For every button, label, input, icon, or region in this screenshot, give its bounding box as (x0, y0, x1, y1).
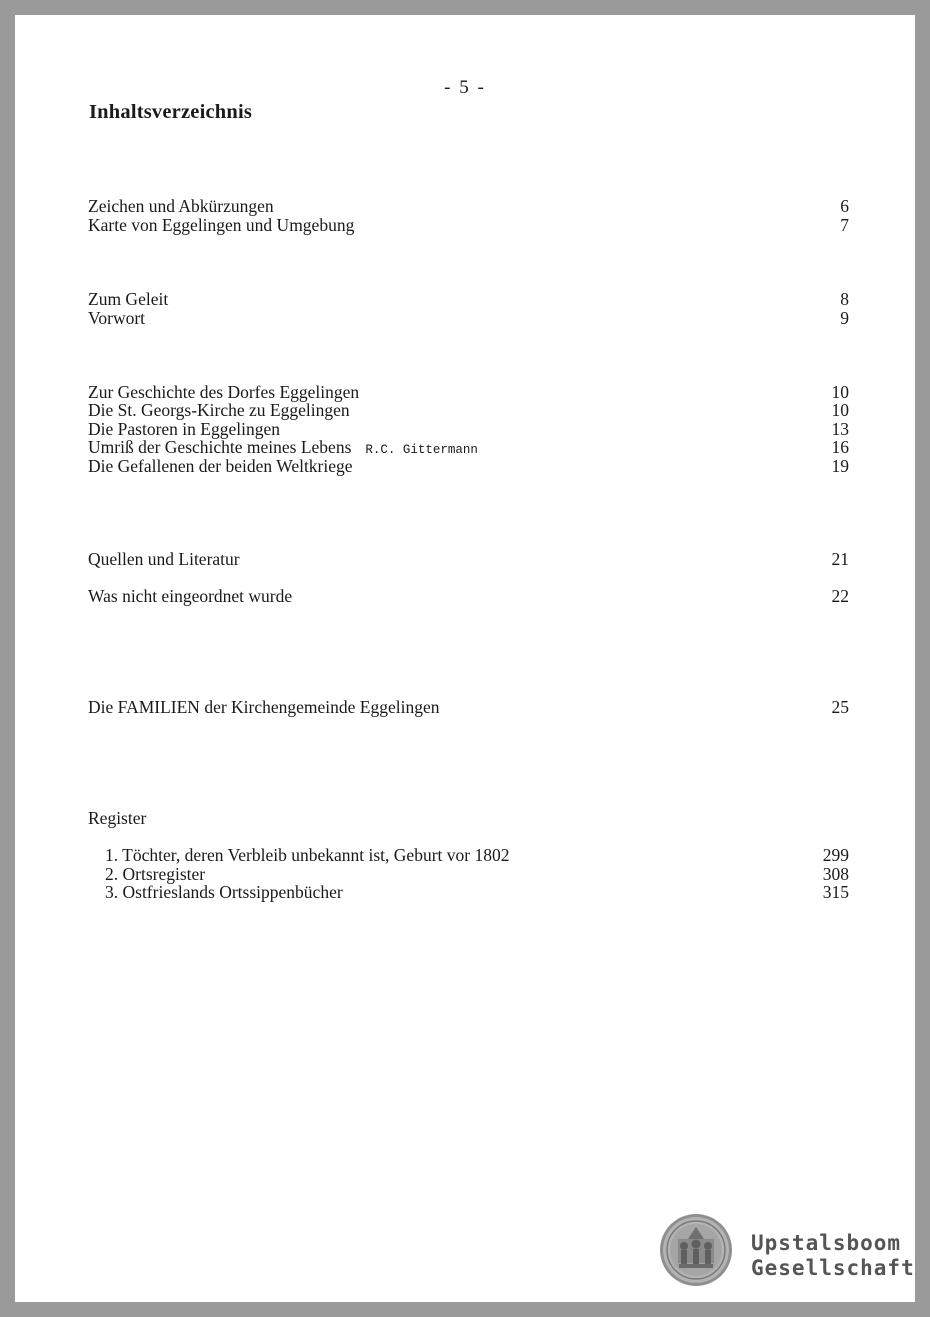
toc-entry (88, 309, 849, 328)
toc-entry-page: 8 (840, 289, 849, 309)
watermark-line1: Upstalsboom (751, 1231, 902, 1255)
toc-entry-page: 308 (822, 864, 849, 884)
toc-entry-page: 13 (831, 419, 849, 439)
toc-entry-title: 2. Ortsregister (105, 864, 206, 884)
toc-entry-title-text: Umriß der Geschichte meines Lebens (88, 437, 352, 457)
toc-entry-page: 9 (840, 308, 849, 328)
toc-entry-title: Zum Geleit (88, 289, 169, 309)
document-page (15, 15, 915, 1302)
toc-entry-title: Die Gefallenen der beiden Weltkriege (88, 456, 353, 476)
toc-entry-page: 19 (831, 456, 849, 476)
toc-entry-page: 10 (831, 382, 849, 402)
toc-entry-page: 10 (831, 400, 849, 420)
toc-entry (88, 550, 849, 569)
toc-entry-page: 16 (831, 437, 849, 457)
toc-entry (88, 216, 849, 235)
page-title: Inhaltsverzeichnis (89, 101, 253, 123)
toc-entry (88, 698, 849, 717)
toc-entry (88, 401, 849, 420)
toc-entry-page: 315 (822, 882, 849, 902)
register-heading (88, 809, 849, 828)
toc-entry-title: 3. Ostfrieslands Ortssippenbücher (105, 882, 343, 902)
watermark-text (751, 1231, 915, 1281)
toc-entry-title: Die St. Georgs-Kirche zu Eggelingen (88, 400, 350, 420)
register-label: Register (88, 808, 147, 828)
toc-entry-title: Die FAMILIEN der Kirchengemeinde Eggelingen (88, 697, 440, 717)
register-item (88, 846, 849, 865)
toc-entry (88, 197, 849, 216)
toc-entry-title: 1. Töchter, deren Verbleib unbekannt ist, Geburt vor 1802 (105, 845, 510, 865)
toc-entry-title: Zur Geschichte des Dorfes Eggelingen (88, 382, 360, 402)
toc-entry-page: 25 (831, 697, 849, 717)
toc-entry-page: 6 (840, 196, 849, 216)
toc-entry (88, 438, 849, 457)
toc-entry-page: 22 (831, 586, 849, 606)
register-item (88, 883, 849, 902)
toc-entry-title: Was nicht eingeordnet wurde (88, 586, 293, 606)
page-number: - 5 - (444, 77, 486, 98)
toc-entry-title: Vorwort (88, 308, 146, 328)
toc-entry-page: 21 (831, 549, 849, 569)
toc-entry-author: R.C. Gittermann (365, 443, 478, 457)
watermark-line2: Gesellschaft (751, 1256, 915, 1280)
toc-entry-title: Zeichen und Abkürzungen (88, 196, 274, 216)
toc-entry-title: Die Pastoren in Eggelingen (88, 419, 280, 439)
toc-entry-title: Karte von Eggelingen und Umgebung (88, 215, 355, 235)
toc-entry-page: 299 (822, 845, 849, 865)
toc-entry (88, 587, 849, 606)
seal-icon (659, 1213, 733, 1287)
toc-entry (88, 290, 849, 309)
toc-entry-page: 7 (840, 215, 849, 235)
toc-entry (88, 457, 849, 476)
toc-entry-title: Quellen und Literatur (88, 549, 240, 569)
